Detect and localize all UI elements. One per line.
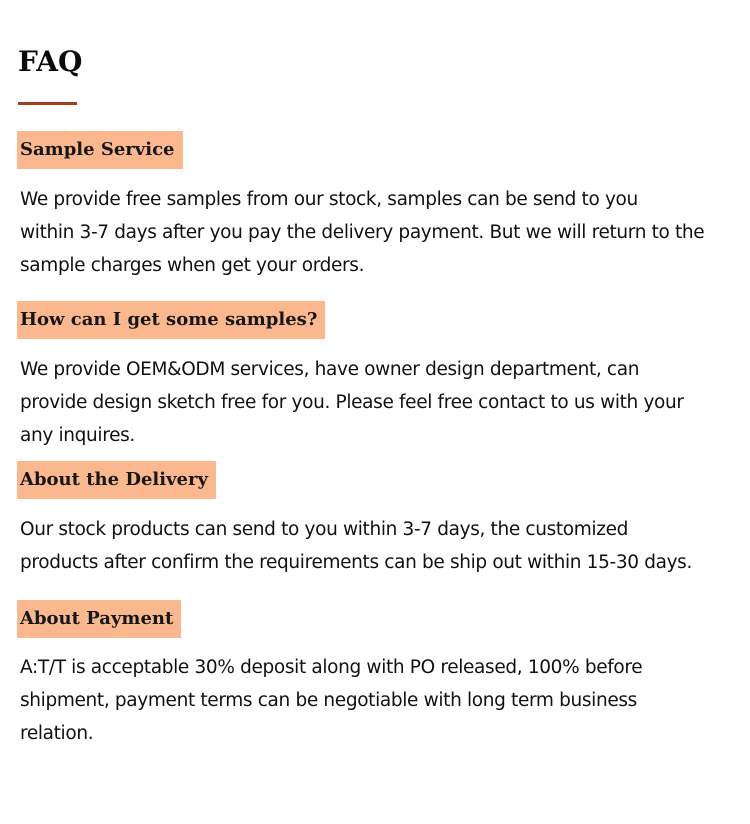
faq-heading-payment: About Payment [17,600,181,638]
faq-answer-get-samples: We provide OEM&ODM services, have owner design department, can provide design sketch free for you. Please feel free contact to us with your any inquires. [20,359,684,446]
faq-answer-sample-service: We provide free samples from our stock, samples can be send to you within 3-7 days after you pay the delivery payment. But we will return to the sample charges when get your orders. [20,189,705,276]
page-title: FAQ [18,45,83,78]
faq-heading-get-samples: How can I get some samples? [17,301,325,339]
faq-heading-delivery: About the Delivery [17,461,216,499]
title-underline [18,102,77,105]
faq-heading-sample-service: Sample Service [17,131,183,169]
faq-answer-payment: A:T/T is acceptable 30% deposit along with PO released, 100% before shipment, payment terms can be negotiable with long term business relation. [20,657,643,744]
faq-answer-delivery: Our stock products can send to you within 3-7 days, the customized products after confirm the requirements can be ship out within 15-30 days. [20,519,692,573]
